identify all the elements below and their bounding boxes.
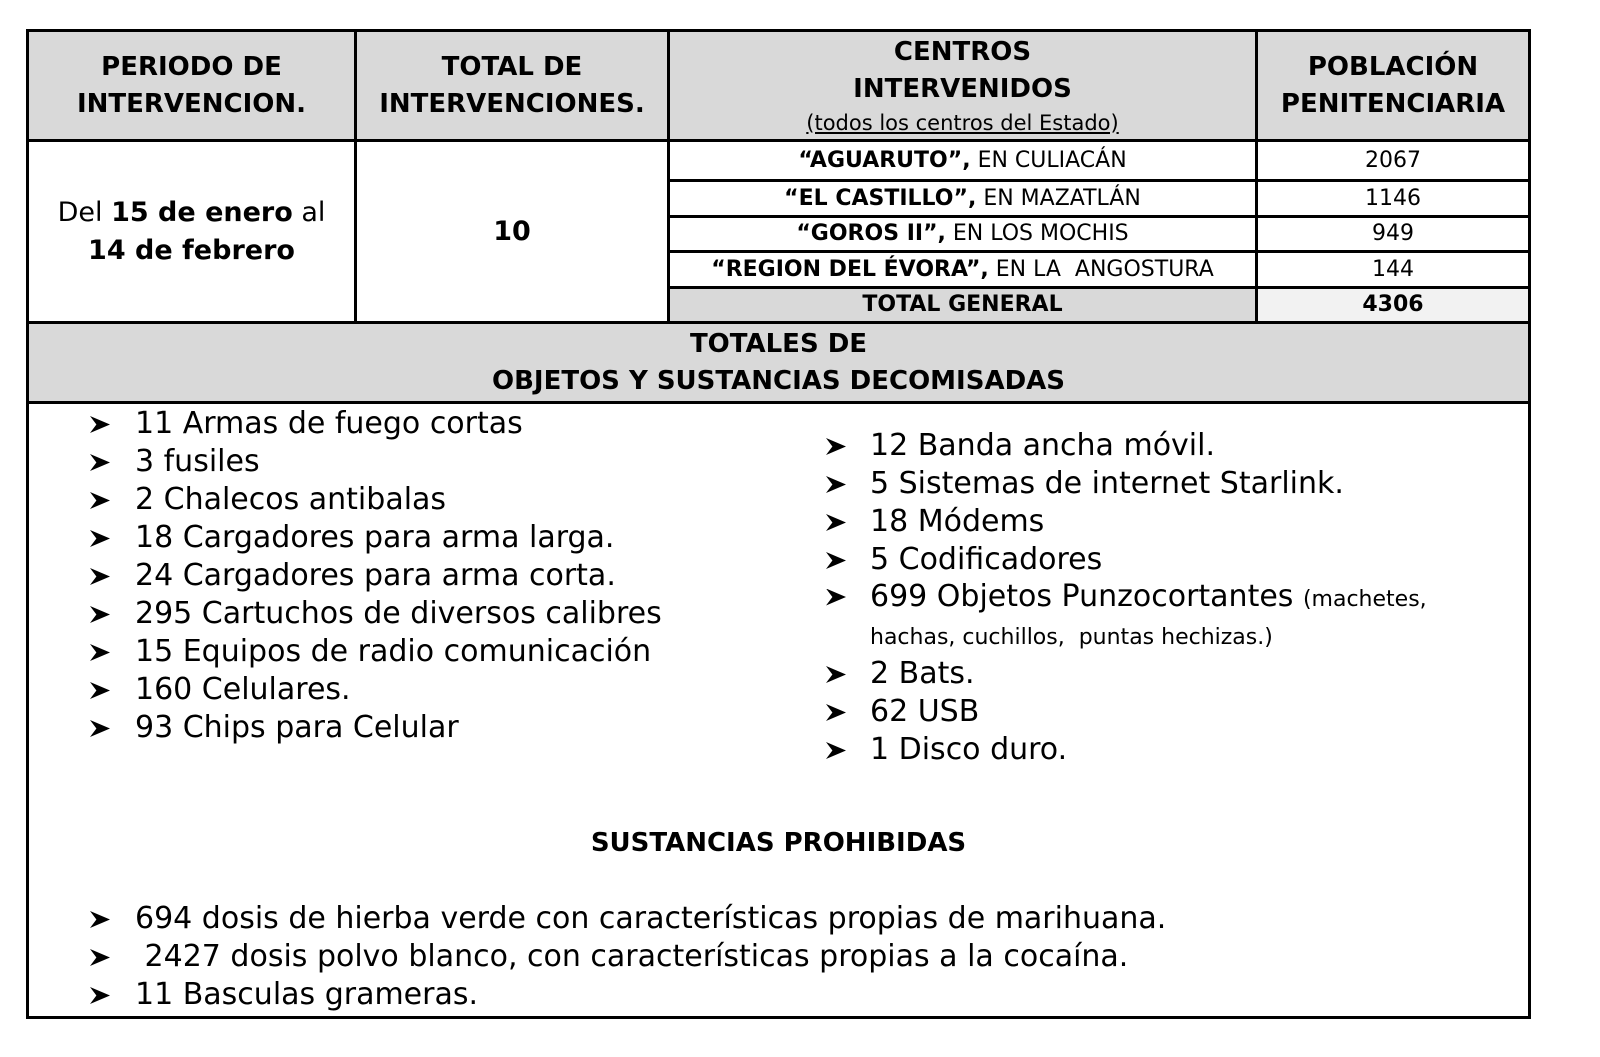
list-item-text: 295 Cartuchos de diversos calibres: [135, 596, 662, 631]
list-item-text: 18 Módems: [870, 504, 1045, 539]
header-total-line2: INTERVENCIONES.: [379, 88, 645, 119]
row-divider: [667, 286, 1531, 289]
decomisos-title-line2: OBJETOS Y SUSTANCIAS DECOMISADAS: [491, 365, 1065, 396]
column-divider: [1255, 29, 1258, 323]
row-divider: [667, 179, 1531, 182]
row-divider: [26, 321, 1531, 324]
row-divider: [26, 139, 1531, 142]
poblacion-value: 949: [1372, 221, 1414, 246]
header-centros-line1: CENTROS: [893, 36, 1032, 67]
centro-location: EN CULIACÁN: [977, 147, 1127, 173]
centro-name: “GOROS II”,: [796, 221, 946, 246]
periodo-connector: al: [301, 196, 326, 228]
total-intervenciones-value: 10: [493, 215, 531, 247]
centro-name: “REGION DEL ÉVORA”,: [711, 256, 989, 282]
list-item-text: 2 Chalecos antibalas: [135, 482, 447, 517]
list-item-text: 160 Celulares.: [135, 672, 351, 707]
list-item-text: 11 Armas de fuego cortas: [135, 406, 523, 441]
centro-location: EN LA ANGOSTURA: [995, 256, 1214, 282]
list-item-text: 15 Equipos de radio comunicación: [135, 634, 652, 669]
column-divider: [354, 29, 357, 323]
list-item-text: 2 Bats.: [870, 656, 975, 691]
list-item-text: 62 USB: [870, 694, 980, 729]
row-divider: [667, 250, 1531, 253]
list-item-text: 3 fusiles: [135, 444, 260, 479]
list-item-note: (machetes, hachas, cuchillos, puntas hechizas.): [870, 587, 1434, 650]
list-item-text: 5 Sistemas de internet Starlink.: [870, 466, 1344, 501]
row-divider: [667, 215, 1531, 218]
list-item-text: 12 Banda ancha móvil.: [870, 428, 1216, 463]
periodo-start-date: 15 de enero: [111, 196, 293, 228]
header-poblacion-line1: POBLACIÓN: [1307, 51, 1479, 82]
decomisos-title-line1: TOTALES DE: [689, 328, 868, 359]
table-frame: [26, 29, 1531, 1019]
list-item-text: 24 Cargadores para arma corta.: [135, 558, 616, 593]
list-item-text: 1 Disco duro.: [870, 732, 1068, 767]
row-divider: [26, 401, 1531, 404]
list-item-text: 93 Chips para Celular: [135, 710, 459, 745]
header-centros-note: (todos los centros del Estado): [806, 110, 1119, 135]
sustancias-title: SUSTANCIAS PROHIBIDAS: [590, 828, 967, 858]
poblacion-value: 2067: [1365, 147, 1421, 173]
header-periodo-line1: PERIODO DE: [101, 51, 282, 82]
centro-location: EN LOS MOCHIS: [952, 221, 1129, 246]
header-total-line1: TOTAL DE: [441, 51, 583, 82]
list-item-text: 2427 dosis polvo blanco, con características propias a la cocaína.: [135, 939, 1129, 974]
list-item-text: 694 dosis de hierba verde con características propias de marihuana.: [135, 901, 1167, 936]
list-item-text: 11 Basculas grameras.: [135, 977, 479, 1012]
header-periodo-line2: INTERVENCION.: [76, 88, 307, 119]
total-general-label: TOTAL GENERAL: [862, 292, 1063, 317]
total-general-value: 4306: [1362, 292, 1424, 317]
periodo-prefix: Del: [57, 196, 103, 228]
list-item-text: 699 Objetos Punzocortantes: [870, 579, 1294, 614]
periodo-end-date: 14 de febrero: [88, 234, 295, 266]
header-poblacion-line2: PENITENCIARIA: [1280, 88, 1506, 119]
poblacion-value: 1146: [1365, 185, 1421, 211]
header-centros-line2: INTERVENIDOS: [853, 73, 1072, 104]
column-divider: [667, 29, 670, 323]
centro-name: “AGUARUTO”,: [798, 147, 971, 173]
list-item-text: 5 Codificadores: [870, 542, 1103, 577]
centro-name: “EL CASTILLO”,: [784, 185, 977, 211]
centro-location: EN MAZATLÁN: [983, 185, 1141, 211]
poblacion-value: 144: [1372, 256, 1414, 282]
list-item-text: 18 Cargadores para arma larga.: [135, 520, 615, 555]
